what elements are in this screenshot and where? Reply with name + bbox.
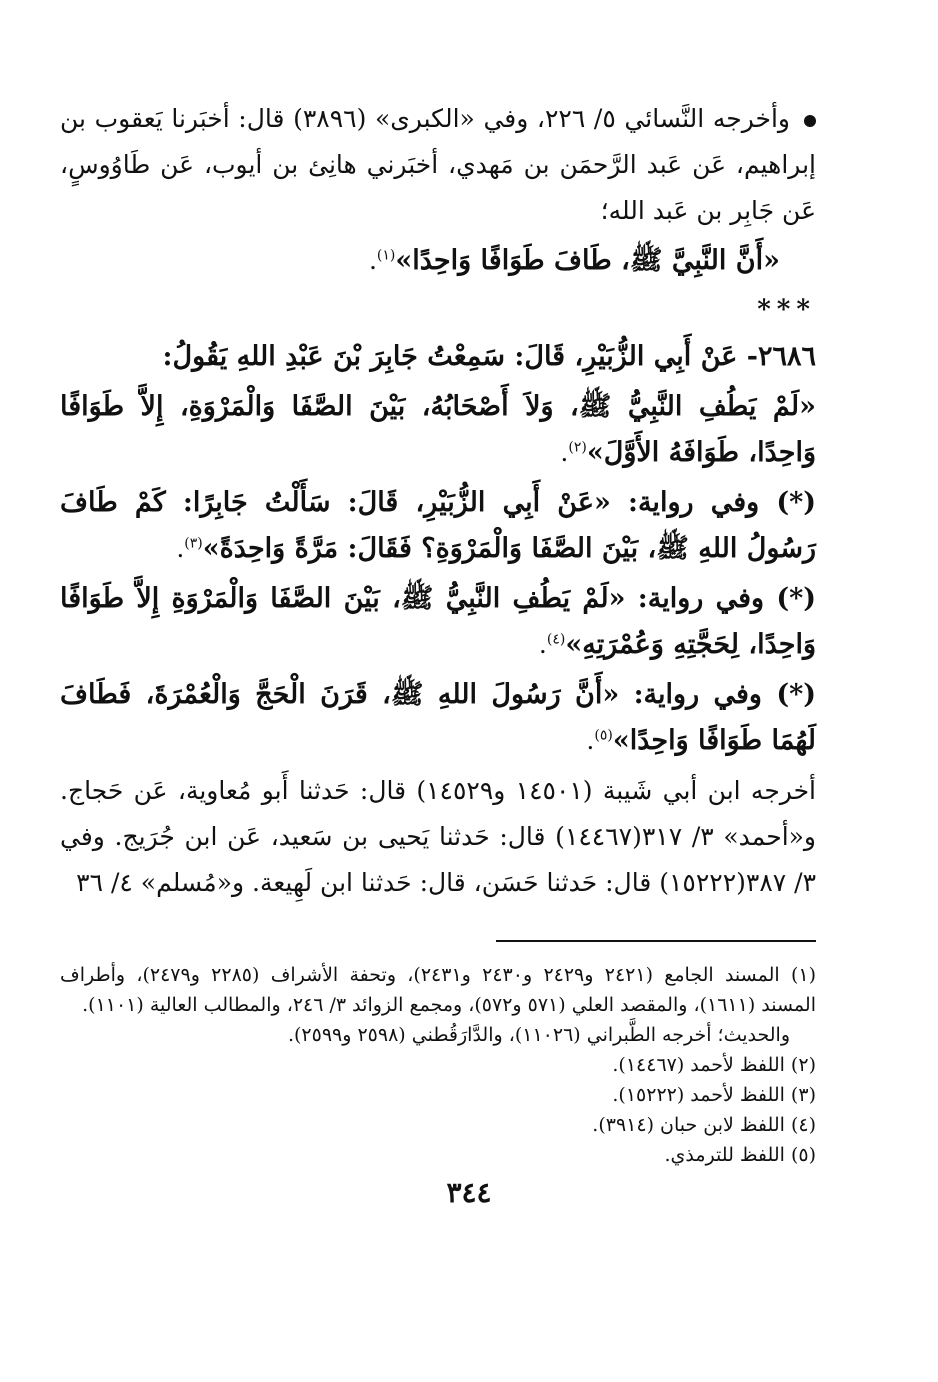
quote-text: «أَنَّ النَّبِيَّ ﷺ، طَافَ طَوَافًا وَاحِدًا» bbox=[395, 245, 780, 276]
riwaya-2-text: (*) وفي رواية: «لَمْ يَطُفِ النَّبِيُّ ﷺ، بَيْنَ الصَّفَا وَالْمَرْوَةِ إِلاَّ طَوَافًا وَاحِدًا، لِحَجَّتِهِ وَعُمْرَتِهِ» bbox=[60, 583, 816, 660]
riwaya-2 bbox=[60, 576, 816, 668]
hadith-2686 bbox=[60, 334, 816, 380]
paragraph-nasai-text: وأخرجه النَّسائي ٥/ ٢٢٦، وفي «الكبرى» (٣٨٩٦) قال: أخبَرنا يَعقوب بن إبراهيم، عَن عَبد الرَّحمَن بن مَهدي، أخبَرني هانِئ بن أيوب، عَن طَاوُوسٍ، عَن جَابِر بن عَبد الله؛ bbox=[60, 104, 816, 225]
quote-end: . bbox=[368, 246, 377, 275]
footnote-ref-3[interactable]: (٣) bbox=[184, 535, 203, 552]
footnote-ref-1[interactable]: (١) bbox=[376, 247, 396, 264]
footnote-5: (٥) اللفظ للترمذي. bbox=[664, 1144, 816, 1166]
footnotes bbox=[60, 960, 816, 1170]
footnote-ref-4[interactable]: (٤) bbox=[546, 631, 566, 648]
paragraph-nasai-quote bbox=[60, 238, 816, 284]
riwaya-2-end: . bbox=[538, 630, 547, 659]
riwaya-1 bbox=[60, 480, 816, 572]
footnote-1-continuation: والحديث؛ أخرجه الطَّبراني (١١٠٢٦)، والدَّارَقُطني (٢٥٩٨ و٢٥٩٩). bbox=[287, 1024, 790, 1046]
riwaya-1-text: (*) وفي رواية: «عَنْ أَبِي الزُّبَيْرِ، قَالَ: سَأَلْتُ جَابِرًا: كَمْ طَافَ رَسُولُ اللهِ ﷺ، بَيْنَ الصَّفَا وَالْمَرْوَةِ؟ فَقَالَ: مَرَّةً وَاحِدَةً» bbox=[60, 487, 816, 564]
hadith-end: . bbox=[560, 438, 569, 467]
takhrij-paragraph: أخرجه ابن أبي شَيبة (١٤٥٠١ و١٤٥٢٩) قال: حَدثنا أَبو مُعاوية، عَن حَجاج. و«أحمد» ٣/ ٣١٧(١٤٤٦٧) قال: حَدثنا يَحيى بن سَعيد، عَن ابن جُرَيج. وفي ٣/ ٣٨٧(١٥٢٢٢) قال: حَدثنا حَسَن، قال: حَدثنا ابن لَهِيعة. و«مُسلم» ٤/ ٣٦ bbox=[60, 776, 817, 897]
footnote-2: (٢) اللفظ لأحمد (١٤٤٦٧). bbox=[612, 1054, 816, 1076]
main-text bbox=[60, 96, 816, 906]
riwaya-3 bbox=[60, 672, 816, 764]
riwaya-3-text: (*) وفي رواية: «أَنَّ رَسُولَ اللهِ ﷺ، قَرَنَ الْحَجَّ وَالْعُمْرَةَ، فَطَافَ لَهُمَا طَوَافًا وَاحِدًا» bbox=[60, 679, 816, 756]
footnote-ref-2[interactable]: (٢) bbox=[568, 439, 587, 456]
riwaya-3-end: . bbox=[586, 726, 595, 755]
paragraph-nasai bbox=[60, 96, 816, 234]
footnote-3: (٣) اللفظ لأحمد (١٥٢٢٢). bbox=[612, 1084, 816, 1106]
footnote-ref-5[interactable]: (٥) bbox=[594, 727, 613, 744]
footnote-1: (١) المسند الجامع (٢٤٢١ و٢٤٢٩ و٢٤٣٠ و٢٤٣١)، وتحفة الأشراف (٢٢٨٥ و٢٤٧٩)، وأطراف المسند (١٦١١)، والمقصد العلي (٥٧١ و٥٧٢)، ومجمع الزوائد ٣/ ٢٤٦، والمطالب العالية (١١٠١). bbox=[60, 964, 817, 1016]
hadith-matn: «لَمْ يَطُفِ النَّبِيُّ ﷺ، وَلاَ أَصْحَابُهُ، بَيْنَ الصَّفَا وَالْمَرْوَةِ، إِلاَّ طَوَافًا وَاحِدًا، طَوَافَهُ الأَوَّلَ» bbox=[60, 391, 816, 468]
footnote-divider bbox=[496, 940, 816, 942]
bullet-icon bbox=[804, 115, 816, 127]
page-number: ٣٤٤ bbox=[446, 1176, 492, 1209]
section-separator: *** bbox=[757, 295, 816, 325]
page-content bbox=[60, 96, 816, 1296]
riwaya-1-end: . bbox=[176, 534, 185, 563]
footnote-4: (٤) اللفظ لابن حبان (٣٩١٤). bbox=[592, 1114, 816, 1136]
hadith-number-narrator: ٢٦٨٦- عَنْ أَبِي الزُّبَيْرِ، قَالَ: سَمِعْتُ جَابِرَ بْنَ عَبْدِ اللهِ يَقُولُ: bbox=[162, 341, 816, 372]
hadith-2686-text bbox=[60, 384, 816, 476]
